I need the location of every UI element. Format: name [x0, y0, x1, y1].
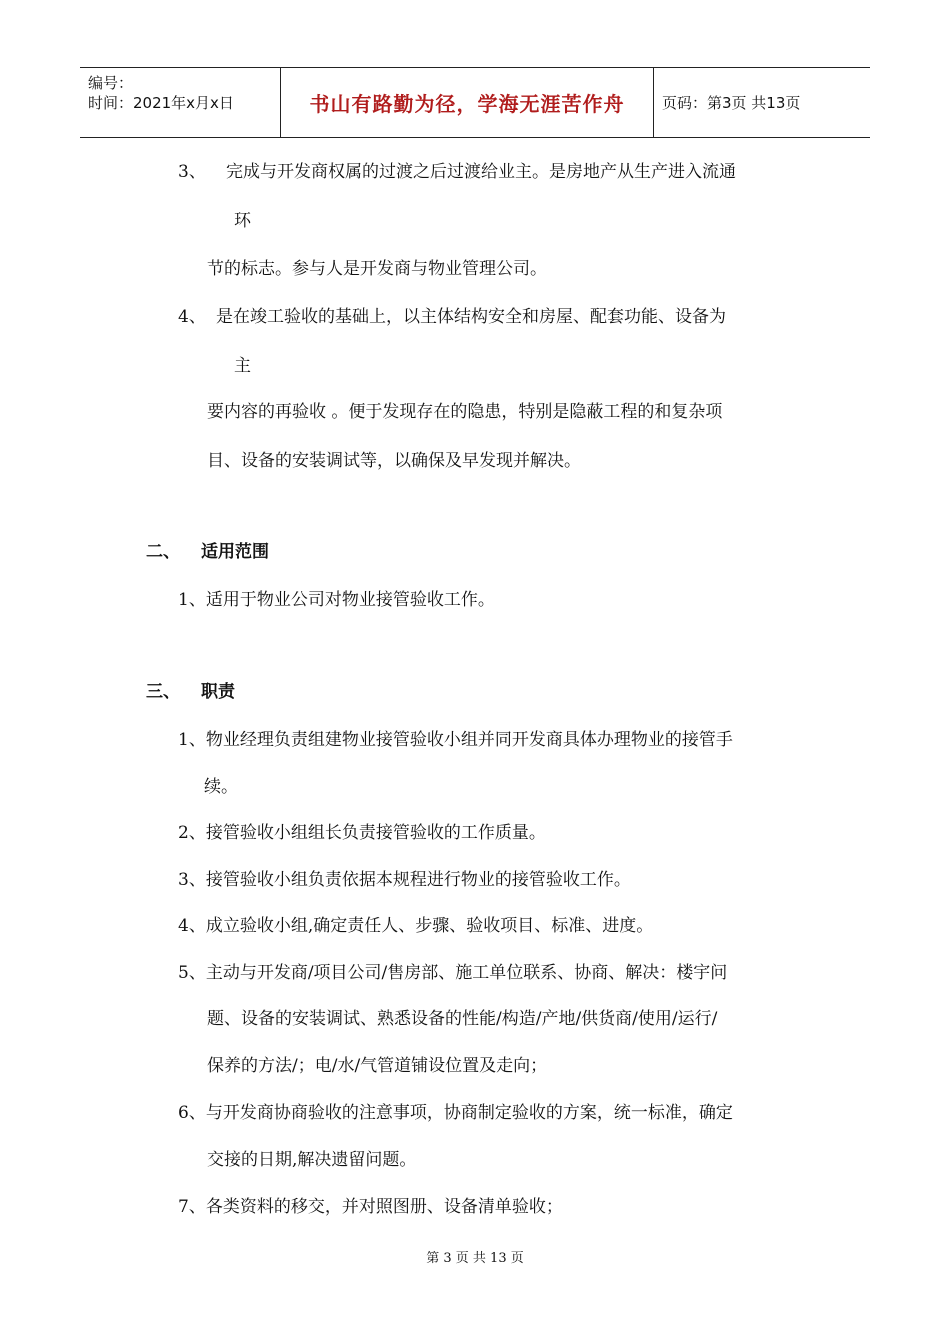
section2-item1: 1、适用于物业公司对物业接管验收工作。: [178, 590, 495, 610]
section3-title: 职责: [201, 682, 235, 702]
header-divider-right: [653, 68, 654, 137]
section3-line: 题、设备的安装调试、熟悉设备的性能/构造/产地/供货商/使用/运行/: [207, 1009, 718, 1029]
item3-line3: 节的标志。参与人是开发商与物业管理公司。: [207, 259, 547, 279]
number-label: 编号：: [88, 74, 134, 92]
section2-number: 二、: [146, 542, 180, 562]
item3-line1: 完成与开发商权属的过渡之后过渡给业主。是房地产从生产进入流通: [226, 162, 736, 182]
item4-line4: 目、设备的安装调试等，以确保及早发现并解决。: [207, 451, 581, 471]
section2-title: 适用范围: [201, 542, 269, 562]
header-page-info: 页码：第3页 共13页: [662, 94, 801, 112]
section3-line: 交接的日期,解决遗留问题。: [207, 1150, 417, 1170]
section3-line: 4、成立验收小组,确定责任人、步骤、验收项目、标准、进度。: [178, 916, 654, 936]
time-label: 时间：2021年x月x日: [88, 94, 234, 112]
header-motto: 书山有路勤为径，学海无涯苦作舟: [309, 92, 625, 116]
section3-line: 1、物业经理负责组建物业接管验收小组并同开发商具体办理物业的接管手: [178, 730, 733, 750]
section3-line: 2、接管验收小组组长负责接管验收的工作质量。: [178, 823, 546, 843]
header-meta-cell: [80, 68, 280, 137]
page-header: [80, 67, 870, 138]
item4-line2: 主: [234, 356, 251, 376]
page-footer: 第 3 页 共 13 页: [426, 1251, 524, 1266]
item3-number: 3、: [178, 162, 206, 182]
item4-number: 4、: [178, 307, 206, 327]
section3-line: 续。: [204, 777, 238, 797]
item4-line3: 要内容的再验收 。便于发现存在的隐患，特别是隐蔽工程的和复杂项: [207, 402, 723, 422]
section3-line: 6、与开发商协商验收的注意事项，协商制定验收的方案，统一标准，确定: [178, 1103, 733, 1123]
item3-line2: 环: [234, 211, 251, 231]
section3-line: 7、各类资料的移交，并对照图册、设备清单验收；: [178, 1197, 563, 1217]
item4-line1: 是在竣工验收的基础上，以主体结构安全和房屋、配套功能、设备为: [216, 307, 726, 327]
section3-number: 三、: [146, 682, 180, 702]
section3-line: 3、接管验收小组负责依据本规程进行物业的接管验收工作。: [178, 870, 631, 890]
section3-line: 保养的方法/；电/水/气管道铺设位置及走向；: [207, 1056, 548, 1076]
section3-line: 5、主动与开发商/项目公司/售房部、施工单位联系、协商、解决：楼宇问: [178, 963, 728, 983]
